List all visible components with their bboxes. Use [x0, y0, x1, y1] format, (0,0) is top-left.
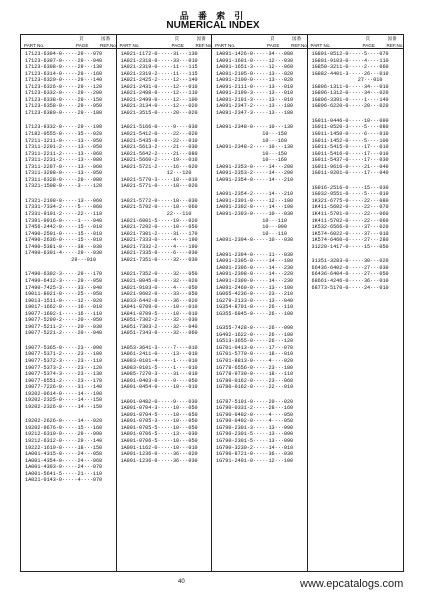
index-row: 1A021-6001-5·····19···020 [120, 217, 198, 224]
index-row: 1G790-2301-5·····13···090 [216, 431, 294, 438]
header-page-jp: 頁 [79, 36, 84, 42]
index-row: 17123-6304-0·····29···070 [25, 51, 103, 57]
row-group [121, 271, 212, 336]
index-row: 17490-2501-0·····15···010 [25, 230, 103, 237]
row-group [216, 399, 307, 464]
header-page: PAGE [76, 43, 89, 48]
index-row: 1A091-2460-0·····13···100 [216, 284, 294, 291]
index-row: 1G701-8813-0·····4····020 [216, 357, 294, 364]
index-row: 1G911-1450-0·····6····010 [311, 131, 389, 138]
title-english: NUMERICAL INDEX [166, 20, 260, 31]
header-part-no: PART No. [24, 43, 45, 48]
index-row: 1K321-6775-0·····22···080 [311, 197, 389, 204]
index-row: 1G911-9201-0·····17···040 [311, 170, 389, 177]
index-row: 1A021-7333-0·····4····190 [120, 237, 198, 244]
header-ref-no: REF.No. [100, 43, 118, 48]
index-row: 17311-2211-2·····13···060 [25, 150, 103, 157]
header-ref-jp: 図番 [196, 36, 206, 42]
index-row: 1A091-2109-0·····13···020 [216, 77, 294, 84]
index-row: 17123-6338-0·····29···150 [25, 96, 103, 103]
index-row: 19202-9676-0·····15···160 [25, 424, 103, 431]
index-row: 68661-4246-0·····36···010 [311, 277, 389, 284]
index-row: 22···110 [120, 211, 192, 218]
index-row: 17123-6320-0·····29···140 [25, 77, 103, 84]
index-row: 17123-9332-0·····29···190 [25, 124, 103, 131]
watermark-url[interactable]: www.epcatalogs.com [300, 578, 404, 590]
index-row: 1A091-0705-5·····10···050 [120, 424, 198, 431]
index-row: 1A091-0705-3·····10···050 [120, 418, 198, 425]
index-row: 1A091-2395-0·····14···180 [216, 258, 294, 265]
index-row: 17123-6314-0·····29···160 [25, 70, 103, 77]
index-row: 10···090 [216, 224, 287, 231]
index-row: 10···160 [216, 157, 287, 164]
header-page-jp: 頁 [270, 36, 275, 42]
index-row: 1A091-2111-0·····13···010 [216, 83, 294, 90]
index-row: 17490-2636-0·····15···010 [25, 237, 103, 244]
row-group [25, 51, 116, 116]
index-row: 1A091-2105-0·····13···020 [216, 70, 294, 77]
index-row: 1A091-0704-3·····10···050 [120, 405, 198, 412]
index-row: 1A091-2353-2·····14···200 [216, 170, 294, 177]
index-row: 1G911-5416-0·····17···010 [311, 150, 389, 157]
header-part-no: PART No. [119, 43, 140, 48]
index-row: 1A021-2498-0·····12···110 [120, 90, 198, 97]
index-column-4 [308, 35, 404, 571]
index-row: 1A091-0704-5·····10···050 [120, 411, 198, 418]
index-row: 1G790-0402-0·····4····050 [216, 418, 294, 425]
row-group [25, 124, 116, 189]
index-row: 1A021-5613-2·····21···030 [120, 144, 198, 151]
index-row: 1A091-0706-5·····13···030 [120, 431, 198, 438]
index-row: 1A021-5660-2·····19···010 [120, 157, 198, 164]
index-row: 1A021-5412-0·····22···020 [120, 131, 198, 138]
index-row: 1K574-6022-0·····37···010 [311, 230, 389, 237]
index-row: 17490-7425-3·····33···040 [25, 284, 103, 291]
index-row: 1G701-5770-0·····18···010 [216, 351, 294, 358]
index-row: 19077-5221-2·····20···040 [25, 330, 103, 337]
index-row: 10···110 [216, 217, 287, 224]
row-group [121, 51, 212, 116]
index-row: 1A091-1651-3·····12···060 [216, 64, 294, 71]
index-row: 1A021-5435-0·····22···010 [120, 137, 198, 144]
row-group [312, 258, 404, 291]
index-row: 1A021-2319-2·····11···115 [120, 70, 198, 77]
column-rows [21, 49, 116, 484]
index-row: 1A021-8045-0·····32···020 [120, 277, 198, 284]
row-group [216, 191, 307, 243]
index-row: 17123-6307-0·····29···040 [25, 57, 103, 64]
index-row: 1G787-5101-0·····20···020 [216, 398, 294, 405]
column-header [117, 35, 212, 49]
index-row: 1A083-0101-4·····1····010 [120, 357, 198, 364]
index-row: 1G780-0162-0·····23···060 [216, 377, 294, 384]
index-row: 1A091-2348-0·····10···130 [216, 124, 294, 131]
index-row: 19017-1662-0·····16···010 [25, 304, 103, 311]
index-row: 1A091-1236-0·····36···030 [120, 457, 198, 464]
index-row: 17182-0555-0·····35···020 [25, 131, 103, 138]
row-group [216, 124, 307, 183]
index-row: 1A091-2396-0·····14···230 [216, 264, 294, 271]
index-row: 19013-1511-0·····12···020 [25, 297, 103, 304]
index-row: 1G911-0520-3·····5····080 [311, 124, 389, 131]
index-row: 1A091-0482-0·····9····030 [120, 398, 198, 405]
index-row: 17321-2198-0·····13···060 [25, 197, 103, 204]
index-row: 1G354-8701-0·····26···110 [216, 304, 294, 311]
index-row: 1A091-0706-5·····10···050 [120, 437, 198, 444]
index-row: 1A085-7270-3·····31···010 [120, 371, 198, 378]
index-row: 1G780-0162-0·····22···010 [216, 384, 294, 391]
index-row: 1A091-2398-0·····14···220 [216, 271, 294, 278]
index-row: 1G065-4236-0·····23···210 [216, 291, 294, 298]
column-rows [308, 49, 404, 291]
index-row: 17123-6332-0·····29···200 [25, 90, 103, 97]
index-row: 1K532-6566-0·····37···020 [311, 224, 389, 231]
index-row: 19077-5371-2·····23···100 [25, 351, 103, 358]
index-row: 1A001-5641-5·····21···110 [25, 470, 103, 477]
index-row: 12···120 [120, 170, 192, 177]
index-row: 17490-5381-0·····38···030 [25, 243, 103, 250]
index-row: 1A021-2425-2·····12···140 [120, 77, 198, 84]
column-header [212, 35, 307, 49]
index-row: 17331-9101-2·····22···110 [25, 211, 103, 218]
index-row: 1A021-2319-0·····11···115 [120, 64, 198, 71]
index-row: 1G355-7428-0·····26···090 [216, 325, 294, 332]
index-row: 17490-6302-3·····29···170 [25, 271, 103, 278]
index-row: 19077-5211-2·····20···030 [25, 323, 103, 330]
index-row: 17490-6301-4·····29···030 [25, 250, 103, 257]
index-row: 1G778-9730-0·····18···110 [216, 371, 294, 378]
index-row: 1G790-8721-0·····36···030 [216, 451, 294, 458]
index-row: 1A021-5642-2·····21···080 [120, 150, 198, 157]
index-row: 1A053-3641-3·····7····010 [120, 344, 198, 351]
index-row: 1A061-2411-0·····13···010 [120, 351, 198, 358]
index-row: 1A021-9103-0·····4····050 [120, 284, 198, 291]
index-row: 1G790-3230-2·····14···010 [216, 444, 294, 451]
index-row: 1G850-3211-0·····2····060 [311, 64, 389, 71]
index-row: 1A091-2353-0·····14···200 [216, 163, 294, 170]
index-row: 1G932-9551-0·····5····010 [311, 191, 389, 198]
index-row: 1A021-0143-0·····4····070 [25, 477, 103, 484]
index-row: 19222-1619-0·····18···150 [25, 444, 103, 451]
index-row: 1G896-1312-0·····34···020 [311, 90, 389, 97]
title-japanese: 品 番 索 引 [179, 12, 247, 22]
index-row: 27···010 [311, 77, 383, 84]
index-row: 17123-6380-0·····29···180 [25, 109, 103, 116]
index-row: 1A051-7343-0·····32···060 [120, 330, 198, 337]
index-row: 68773-5170-0·····24···010 [311, 284, 389, 291]
row-group [216, 252, 307, 317]
index-row: 17123-6358-0·····29···050 [25, 103, 103, 110]
index-row: 17456-2442-0·····15···010 [25, 224, 103, 231]
index-row: 1A091-2347-3·····13···180 [216, 109, 294, 116]
index-row: 19011-8021-0·····25···050 [25, 291, 103, 298]
column-header [21, 35, 116, 49]
index-row: 1G778-6556-0·····23···180 [216, 364, 294, 371]
index-row: 17391-9916-0·····1····040 [25, 217, 103, 224]
row-group [312, 118, 404, 177]
index-row: 19077-5209-2·····20···050 [25, 317, 103, 324]
header-ref-jp: 図番 [101, 36, 111, 42]
index-row: 1A021-3515-0·····20···020 [120, 109, 198, 116]
header-ref-no: REF.No. [386, 43, 404, 48]
index-row: 1K411-5602-0·····22···070 [311, 204, 389, 211]
index-row: 1A091-2391-0·····12···180 [216, 197, 294, 204]
index-row: 1K411-5702-0·····22···060 [311, 217, 389, 224]
index-row: 1A021-5166-0·····9····030 [120, 124, 198, 131]
index-row: 1A021-7292-0·····10···050 [120, 224, 198, 231]
header-ref-jp: 図番 [387, 36, 397, 42]
index-row: 19202-2626-0·····14···020 [25, 418, 103, 425]
index-row: 1A091-0403-0·····9····050 [120, 377, 198, 384]
index-row: 19202-2325-0·····14···150 [25, 397, 103, 404]
header-ref-no: REF.No. [291, 43, 309, 48]
index-row: 17311-6328-0·····29···080 [25, 176, 103, 183]
index-row: 1G911-1452-0·····5····100 [311, 137, 389, 144]
index-row: 1G801-0512-0·····5····070 [311, 51, 389, 57]
row-group [121, 345, 212, 391]
row-group [25, 271, 116, 336]
index-row: 66436-6404-0·····27···050 [311, 271, 389, 278]
index-row: 19077-5373-2·····23···120 [25, 364, 103, 371]
index-row: 19077-5365-0·····23···090 [25, 344, 103, 351]
header-part-no: PART No. [215, 43, 236, 48]
index-row: 1A091-2191-3·····13···010 [216, 96, 294, 103]
column-rows [117, 49, 212, 464]
index-row: 1A041-0709-0·····10···010 [120, 304, 198, 311]
index-row: 1G911-5415-0·····17···010 [311, 144, 389, 151]
index-row: 1A091-2347-2·····13···180 [216, 103, 294, 110]
index-row: 1G791-2401-0·····12···100 [216, 457, 294, 464]
index-row: 1G896-3391-0·····1····140 [311, 96, 389, 103]
row-group [121, 399, 212, 464]
index-row: 1A091-1162-0·····10···010 [120, 444, 198, 451]
index-row: 1K411-5701-0·····22···060 [311, 211, 389, 218]
index-row: 17311-2231-2·····13···080 [25, 157, 103, 164]
index-row: 1A091-2190-3·····13···010 [216, 90, 294, 97]
row-group [121, 198, 212, 263]
index-row: 1G882-4401-3·····26···010 [311, 70, 389, 77]
index-row: 19077-1602-1·····16···110 [25, 310, 103, 317]
index-row: 17321-1508-0·····3····120 [25, 183, 103, 190]
index-row: 19077-5372-3·····23···110 [25, 357, 103, 364]
index-row: 1A021-7351-0·····32···030 [120, 256, 198, 263]
row-group [216, 51, 307, 116]
index-column-3 [212, 35, 308, 571]
index-row: 1A021-5772-0·····18···030 [120, 197, 198, 204]
index-row: 1A091-1601-0·····12···030 [216, 57, 294, 64]
index-row: 1G911-5437-0·····17···030 [311, 157, 389, 164]
index-row: 10···150 [216, 150, 287, 157]
index-row: 17311-2297-0·····13···060 [25, 163, 103, 170]
index-row: 19077-6551-2·····23···170 [25, 377, 103, 384]
index-row: 1A021-2499-0·····12···100 [120, 96, 198, 103]
header-page-jp: 頁 [174, 36, 180, 42]
index-row: 1A021-5771-0·····18···020 [120, 183, 198, 190]
index-row: 1A021-7335-0·····6····030 [120, 250, 198, 257]
index-row: 10···160 [216, 137, 287, 144]
header-ref-jp: 図番 [292, 36, 302, 42]
index-row: 1K574-6460-0·····27···280 [311, 237, 389, 244]
index-row: 19202-2326-0·····14···150 [25, 403, 103, 410]
index-row: 1G790-0402-0·····4····050 [216, 411, 294, 418]
row-group [25, 345, 116, 410]
index-row: 1A021-3134-0·····12···020 [120, 103, 198, 110]
header-ref-no: REF.No. [195, 43, 213, 48]
index-row: 1A001-4354-0·····24···060 [25, 457, 103, 464]
row-group [312, 185, 404, 250]
index-row: 1A021-5792-0·····18···060 [120, 204, 198, 211]
index-row: 1A051-7302-2·····32···030 [120, 317, 198, 324]
index-row: 17123-6326-0·····29···120 [25, 83, 103, 90]
index-row: 1A021-5770-3·····18···010 [120, 176, 198, 183]
header-page: PAGE [171, 43, 184, 48]
index-row: 1G790-0331-2·····28···160 [216, 405, 294, 412]
index-row: 1A091-2394-0·····11···030 [216, 251, 294, 258]
index-row: 1A091-2348-2·····10···130 [216, 144, 294, 151]
row-group [312, 51, 404, 110]
index-row: 17311-2201-2·····13···050 [25, 144, 103, 151]
index-row: 1A001-4393-0·····24···070 [25, 464, 103, 471]
row-group [216, 325, 307, 390]
index-row: 1A021-7332-2·····4····190 [120, 243, 198, 250]
header-part-no: PART No. [310, 43, 331, 48]
index-row: 17490-6412-3·····29···050 [25, 277, 103, 284]
index-row: 1A021-9602-0·····33···050 [120, 291, 198, 298]
index-row: 1A091-2354-0·····14···210 [216, 176, 294, 183]
index-row: 1G513-3655-0·····26···120 [216, 338, 294, 345]
row-group [25, 418, 116, 483]
index-row: 1A021-5721-2·····16···020 [120, 163, 198, 170]
column-header [308, 35, 404, 49]
row-group [25, 198, 116, 263]
index-row: 17311-3298-0·····13···050 [25, 170, 103, 177]
index-row: 1A083-0101-5·····1····010 [120, 364, 198, 371]
index-row: 1A001-4315-0·····24···050 [25, 451, 103, 458]
header-page: PAGE [362, 43, 375, 48]
index-row: 17331-7334-2·····5····060 [25, 204, 103, 211]
index-row: 1A091-2394-0·····10···030 [216, 237, 294, 244]
index-row: 1G492-1622-0·····26···100 [216, 331, 294, 338]
index-row: 19202-0614-0·····14···190 [25, 390, 103, 397]
index-row: 19212-6310-0·····29···090 [25, 431, 103, 438]
column-rows [212, 49, 307, 464]
index-row: 1A091-2392-0·····14···190 [216, 204, 294, 211]
index-row: 1G279-2133-0·····13···040 [216, 297, 294, 304]
index-row: 1A091-2399-0·····14···230 [216, 277, 294, 284]
index-row: 10···150 [216, 131, 287, 138]
index-row: 1G355-6845-0·····26···100 [216, 310, 294, 317]
index-row: 1A091-0454-0·····10···010 [120, 384, 198, 391]
index-row: 1G911-0446-0·····10···090 [311, 117, 389, 124]
index-row: 66436-6402-0·····27···030 [311, 264, 389, 271]
index-row: 1G701-0413-0·····17···070 [216, 344, 294, 351]
index-row: 1A021-1172-0·····31···130 [120, 51, 198, 57]
index-row: 1G790-2301-3·····13···090 [216, 424, 294, 431]
index-row: 1A091-1426-0·····34···080 [216, 51, 294, 57]
index-column-1 [21, 35, 117, 571]
index-row: 10···110 [216, 230, 287, 237]
header-page: PAGE [267, 43, 280, 48]
index-row: 1G916-2516-0·····15···030 [311, 184, 389, 191]
index-row: 31220-1417-0·····15···050 [311, 243, 389, 250]
index-row: 31351-3283-0·····30···020 [311, 258, 389, 265]
index-row: 17123-6308-0·····29···130 [25, 64, 103, 71]
index-row: 1G911-9616-0·····21···040 [311, 163, 389, 170]
index-row: 1A091-1236-0·····36···020 [120, 451, 198, 458]
index-row: 1G896-1311-0·····34···010 [311, 83, 389, 90]
index-row: 1A041-0709-5·····10···010 [120, 310, 198, 317]
index-row: 19077-5374-3·····23···130 [25, 371, 103, 378]
index-row: 19212-6312-0·····29···140 [25, 437, 103, 444]
index-row: 19077-7226-0·····31···140 [25, 384, 103, 391]
index-row: 1A021-7301-2·····31···170 [120, 230, 198, 237]
index-row: 1G790-2301-5·····13···090 [216, 437, 294, 444]
index-row: 1A033-6442-0·····36···020 [120, 297, 198, 304]
header-page-jp: 頁 [365, 36, 371, 42]
numerical-index-table [20, 34, 404, 572]
index-row: 1A021-7352-0·····32···050 [120, 271, 198, 278]
index-row: 17211-1211-0·····13···050 [25, 137, 103, 144]
index-row: 1A051-7303-2·····32···040 [120, 323, 198, 330]
index-row: 1A021-2431-0·····12···010 [120, 83, 198, 90]
row-group [121, 124, 212, 189]
index-row: 29···010 [25, 256, 96, 263]
index-row: 1G801-9103-0·····4····110 [311, 57, 389, 64]
index-row: 1A091-2393-0·····10···030 [216, 211, 294, 218]
page-number: 40 [178, 579, 185, 585]
index-row: 1G896-6220-0·····20···020 [311, 103, 389, 110]
index-row: 1A021-2318-0·····33···010 [120, 57, 198, 64]
index-row: 1A091-2354-2·····14···210 [216, 191, 294, 198]
index-column-2 [117, 35, 213, 571]
